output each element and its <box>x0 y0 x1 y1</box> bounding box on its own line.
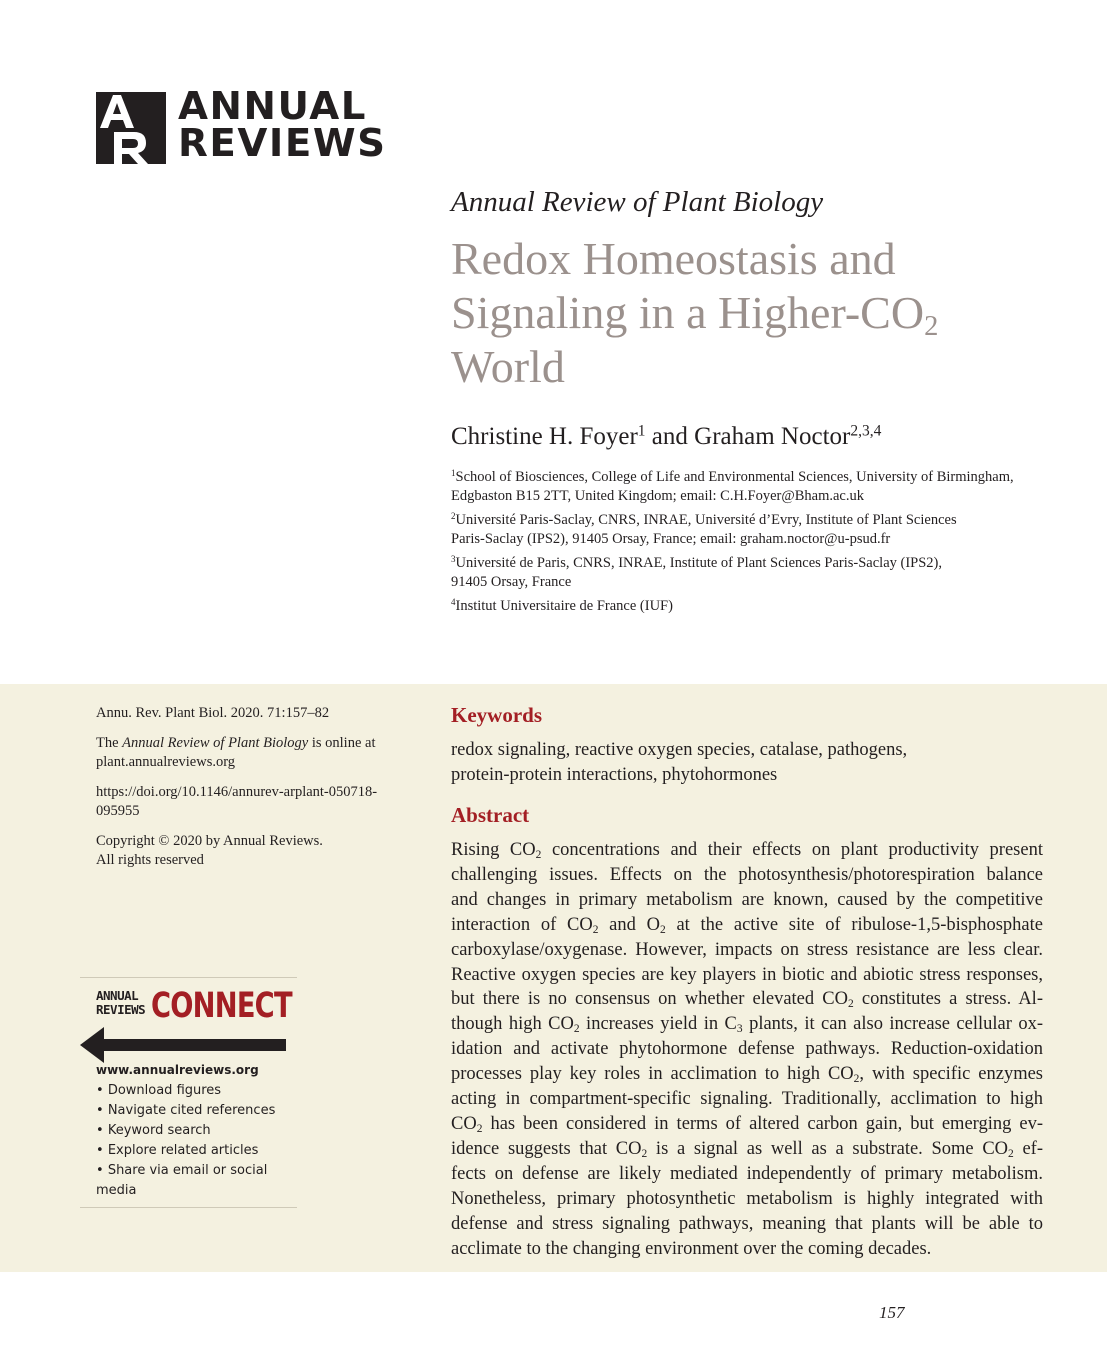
affiliation-number: 2 <box>451 511 456 522</box>
abstract-segment: fects on defense are likely mediated independently of primary metabolism. <box>451 1163 1043 1184</box>
abstract-segment: idence suggests that CO <box>451 1138 642 1159</box>
affiliation-1 <box>451 468 1051 505</box>
connect-wordmark: CONNECT <box>151 986 292 1026</box>
author-1-affil: 1 <box>637 422 646 440</box>
abstract-segment: acting in compartment-specific signaling. Traditionally, acclimation to high <box>451 1089 1043 1110</box>
abstract-line <box>451 1162 1043 1187</box>
subscript: 2 <box>476 1122 483 1135</box>
abstract-line <box>451 1237 1043 1262</box>
abstract-segment: but there is no consensus on whether elevated CO <box>451 989 848 1010</box>
subscript: 2 <box>847 998 854 1011</box>
abstract-segment: Reactive oxygen species are key players in biotic and abiotic stress responses, <box>451 964 1043 985</box>
abstract-segment: processes play key roles in acclimation to high CO <box>451 1064 854 1085</box>
annual-reviews-connect <box>80 977 297 1208</box>
abstract-line <box>451 1187 1043 1212</box>
subscript: 2 <box>659 923 666 936</box>
subscript: 2 <box>1008 1147 1014 1160</box>
title-line-2-text: Signaling in a Higher-CO <box>451 287 925 338</box>
subscript: 2 <box>853 1073 860 1086</box>
author-2-affil: 2,3,4 <box>850 422 882 440</box>
abstract-segment: at the active site of ribulose-1,5-bisphosphate <box>665 914 1043 935</box>
abstract-line <box>451 987 1043 1012</box>
copyright-text: Copyright © 2020 by Annual Reviews. <box>96 833 323 849</box>
abstract-segment: increases yield in C <box>579 1014 737 1035</box>
online-text: is online at <box>308 735 376 751</box>
subscript: 2 <box>592 923 599 936</box>
abstract-line <box>451 1087 1043 1112</box>
affiliation-2 <box>451 511 1051 548</box>
article-title <box>451 232 1011 394</box>
journal-name: Annual Review of Plant Biology <box>451 186 824 218</box>
online-text: The <box>96 735 123 751</box>
keywords-text <box>451 738 1051 788</box>
affiliation-text: 91405 Orsay, France <box>451 573 572 590</box>
abstract-segment: Nonetheless, primary photosynthetic metabolism is highly integrated with <box>451 1188 1043 1209</box>
connect-bottom-rule <box>80 1207 297 1208</box>
author-list <box>451 423 881 451</box>
left-arrow-icon <box>80 1027 286 1063</box>
affiliation-number: 3 <box>451 554 456 565</box>
connect-ar-wordmark <box>96 989 156 1017</box>
abstract-segment: is a signal as well as a substrate. Some CO <box>647 1138 1009 1159</box>
logo-line-annual: ANNUAL <box>178 84 368 128</box>
copyright-text: All rights reserved <box>96 852 204 868</box>
list-item: • Navigate cited references <box>96 1101 297 1121</box>
subscript: 2 <box>535 848 542 861</box>
affiliation-text: Université de Paris, CNRS, INRAE, Institute of Plant Sciences Paris-Saclay (IPS2), <box>455 555 942 571</box>
author-and: and <box>645 423 695 450</box>
subscript: 3 <box>736 1023 743 1036</box>
keywords-line: redox signaling, reactive oxygen species, catalase, pathogens, <box>451 740 908 760</box>
abstract-line <box>451 913 1043 938</box>
abstract-segment: plants, it can also increase cellular ox- <box>742 1014 1044 1035</box>
affiliation-text: Paris-Saclay (IPS2), 91405 Orsay, France; email: graham.noctor@u-psud.fr <box>451 530 891 547</box>
list-item: • Share via email or social media <box>96 1161 297 1201</box>
author-2: Graham Noctor <box>694 423 851 450</box>
abstract-line <box>451 938 1043 963</box>
page-number: 157 <box>879 1303 905 1322</box>
affiliation-number: 1 <box>451 468 456 479</box>
logo-line-reviews: REVIEWS <box>178 121 387 165</box>
abstract-segment: challenging issues. Effects on the photosynthesis/photorespiration balance <box>451 864 1043 885</box>
abstract-segment: has been considered in terms of altered carbon gain, but emerging ev- <box>482 1113 1043 1134</box>
connect-top-rule <box>80 977 297 978</box>
title-line-1: Redox Homeostasis and <box>451 233 896 284</box>
abstract-line <box>451 1112 1043 1137</box>
citation: Annu. Rev. Plant Biol. 2020. 71:157–82 <box>96 705 330 721</box>
doi-link[interactable]: https://doi.org/10.1146/annurev-arplant-050718- <box>96 784 378 800</box>
abstract-segment: concentrations and their effects on plant productivity present <box>541 840 1043 860</box>
affiliation-text: Institut Universitaire de France (IUF) <box>455 598 673 614</box>
connect-header <box>80 986 297 1063</box>
abstract-segment: , with specific enzymes <box>859 1064 1043 1085</box>
abstract-segment: and changes in primary metabolism are known, caused by the competitive <box>451 889 1043 910</box>
list-item: • Keyword search <box>96 1121 297 1141</box>
connect-ar-line: REVIEWS <box>96 1002 146 1017</box>
title-line-2 <box>451 286 1011 343</box>
affiliation-number: 4 <box>451 597 456 608</box>
abstract-segment: idation and activate phytohormone defense pathways. Reduction-oxidation <box>451 1039 1043 1060</box>
abstract-segment: though high CO <box>451 1014 574 1035</box>
abstract-heading: Abstract <box>451 803 530 827</box>
abstract-line <box>451 1037 1043 1062</box>
affiliation-text: Edgbaston B15 2TT, United Kingdom; email: C.H.Foyer@Bham.ac.uk <box>451 487 864 504</box>
title-line-3: World <box>451 341 565 392</box>
copyright <box>96 832 416 870</box>
abstract-segment: constitutes a stress. Al- <box>853 989 1043 1010</box>
affiliation-text: Université Paris-Saclay, CNRS, INRAE, Université d’Evry, Institute of Plant Sciences <box>455 512 957 528</box>
abstract-segment: ef- <box>1013 1138 1043 1159</box>
affiliation-4 <box>451 597 1051 616</box>
abstract-segment: acclimate to the changing environment over the coming decades. <box>451 1238 932 1259</box>
list-item: • Download figures <box>96 1081 297 1101</box>
affiliations <box>451 468 1051 622</box>
abstract-segment: Rising CO <box>451 840 536 860</box>
subscript: 2 <box>573 1023 580 1036</box>
keywords-line: protein-protein interactions, phytohormones <box>451 765 778 785</box>
abstract-segment: carboxylase/oxygenase. However, impacts on stress resistance are less clear. <box>451 939 1043 960</box>
list-item: • Explore related articles <box>96 1141 297 1161</box>
connect-url-link[interactable]: www.annualreviews.org <box>96 1063 259 1077</box>
abstract-segment: and O <box>598 914 660 935</box>
abstract-line <box>451 838 1043 863</box>
connect-ar-line: ANNUAL <box>96 988 139 1003</box>
ar-logo-mark-icon <box>96 92 166 164</box>
keywords-heading: Keywords <box>451 703 542 727</box>
connect-feature-list <box>80 1081 297 1201</box>
title-subscript: 2 <box>924 311 939 343</box>
doi <box>96 783 416 821</box>
author-1: Christine H. Foyer <box>451 423 638 450</box>
abstract-line <box>451 963 1043 988</box>
affiliation-3 <box>451 554 1051 591</box>
abstract-line <box>451 1212 1043 1237</box>
abstract-line <box>451 863 1043 888</box>
abstract-line <box>451 1137 1043 1162</box>
abstract-line <box>451 888 1043 913</box>
abstract-text <box>451 838 1043 1261</box>
logo-wordmark <box>178 84 484 165</box>
subscript: 2 <box>641 1147 648 1160</box>
article-metadata <box>96 704 416 881</box>
affiliation-text: School of Biosciences, College of Life and Environmental Sciences, University of Birmingham, <box>455 469 1014 485</box>
online-note <box>96 734 416 772</box>
abstract-segment: CO <box>451 1113 477 1134</box>
abstract-line <box>451 1012 1043 1037</box>
abstract-segment: interaction of CO <box>451 914 593 935</box>
abstract-line <box>451 1062 1043 1087</box>
doi-link[interactable]: 095955 <box>96 803 140 819</box>
online-journal: Annual Review of Plant Biology <box>122 735 309 751</box>
journal-url-link[interactable]: plant.annualreviews.org <box>96 754 236 770</box>
abstract-segment: defense and stress signaling pathways, meaning that plants will be able to <box>451 1213 1043 1234</box>
